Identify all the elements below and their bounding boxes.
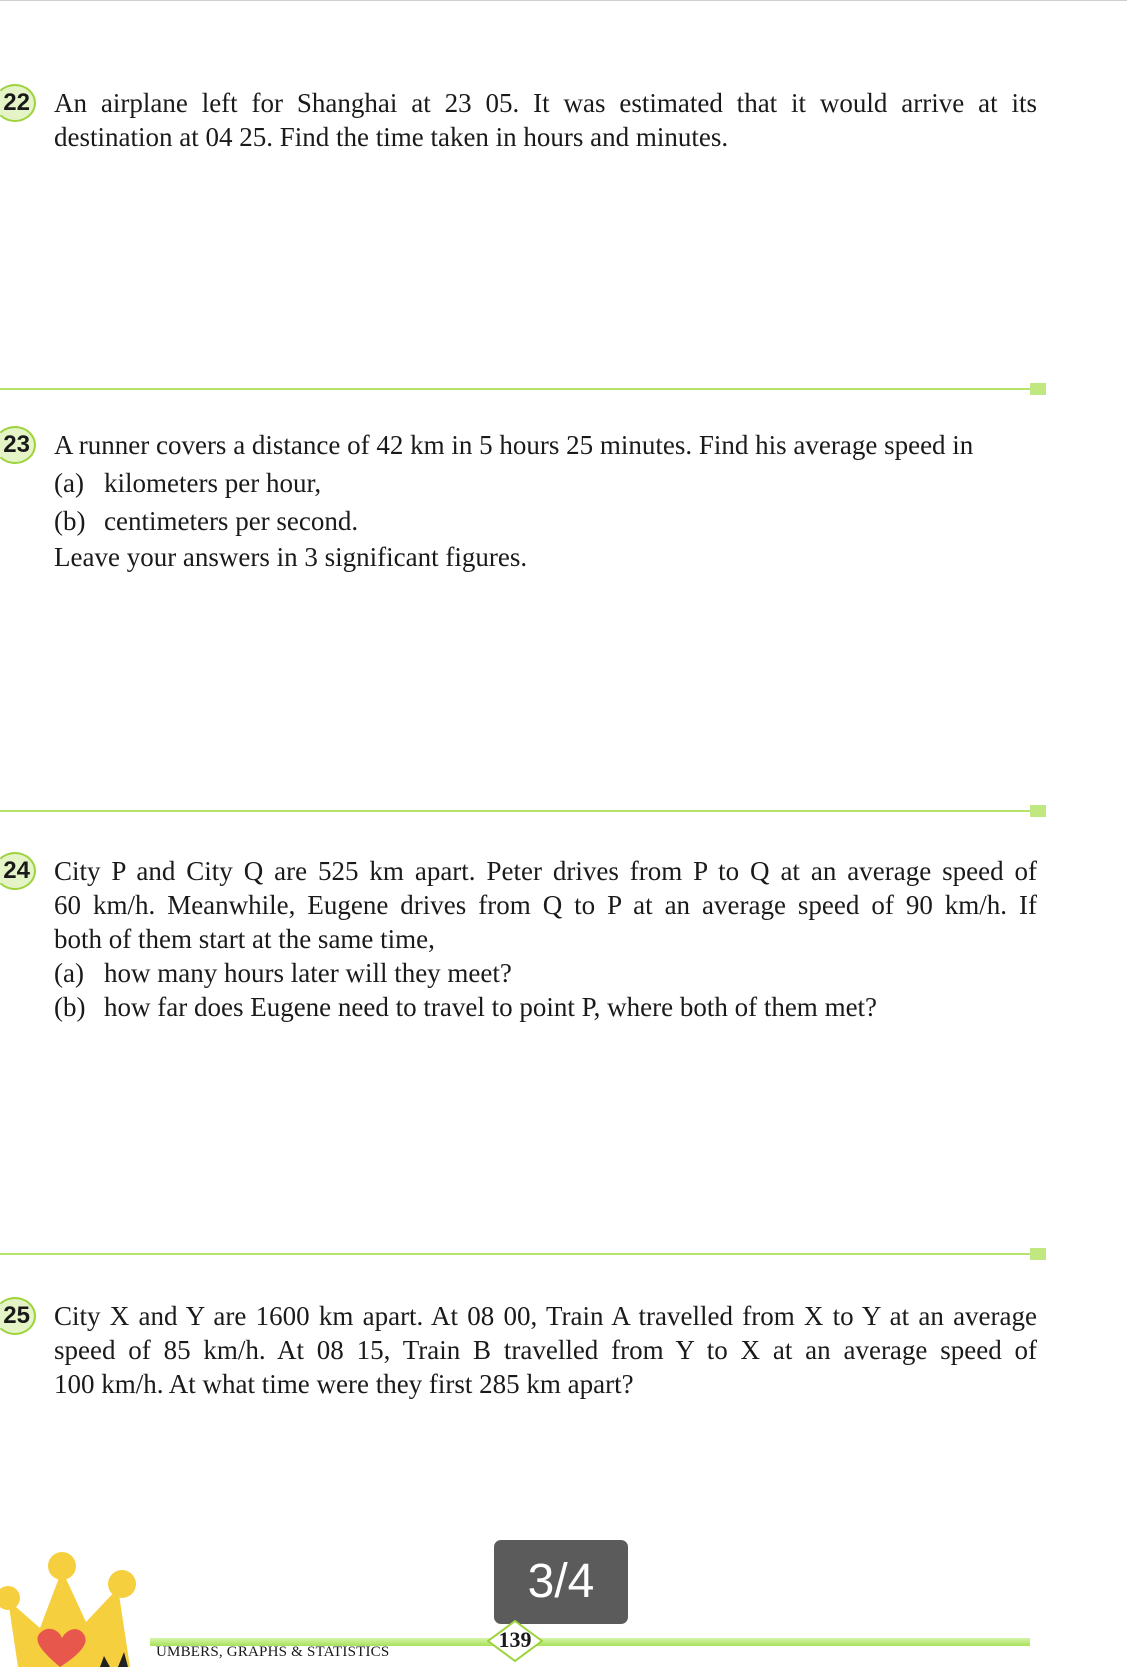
page-number: 139 [498, 1627, 532, 1652]
question-text [54, 1299, 1037, 1401]
question-number-badge: 24 [0, 852, 36, 890]
question-number-badge: 23 [0, 426, 36, 464]
part-text: how many hours later will they meet? [104, 958, 512, 988]
question-line: City X and Y are 1600 km apart. At 08 00, Train A travelled from X to Y at an average [54, 1301, 1037, 1331]
question-part-a [54, 464, 1037, 502]
part-text: kilometers per hour, [104, 468, 322, 498]
question-line: speed of 85 km/h. At 08 15, Train B travelled from Y to X at an average speed of [54, 1335, 1037, 1365]
part-text: centimeters per second. [104, 506, 359, 536]
footer-section-label: UMBERS, GRAPHS & STATISTICS [156, 1644, 390, 1660]
question-line: A runner covers a distance of 42 km in 5 hours 25 minutes. Find his average speed in [54, 430, 974, 460]
question-line: City P and City Q are 525 km apart. Peter drives from P to Q at an average speed of [54, 856, 1037, 886]
question-line: 100 km/h. At what time were they first 285 km apart? [54, 1369, 634, 1399]
question-line: An airplane left for Shanghai at 23 05. It was estimated that it would arrive at its [54, 88, 1037, 118]
question-text [54, 428, 1037, 574]
question-part-b [54, 990, 1037, 1024]
part-label: (a) [54, 468, 84, 498]
question-line: 60 km/h. Meanwhile, Eugene drives from Q to P at an average speed of 90 km/h. If [54, 890, 1037, 920]
question-number-badge: 22 [0, 84, 36, 122]
question-text [54, 86, 1037, 154]
question-part-b [54, 502, 1037, 540]
part-label: (a) [54, 958, 84, 988]
answer-space-divider [0, 388, 1030, 390]
part-text: how far does Eugene need to travel to point P, where both of them met? [104, 992, 878, 1022]
part-label: (b) [54, 992, 86, 1022]
answer-space-divider [0, 810, 1030, 812]
question-text [54, 854, 1037, 1024]
question-line: both of them start at the same time, [54, 924, 435, 954]
question-part-a [54, 956, 1037, 990]
page-indicator: 3/4 [494, 1540, 628, 1624]
part-label: (b) [54, 506, 86, 536]
divider-end-marker [1030, 1248, 1046, 1260]
top-edge-rule [0, 0, 1127, 1]
answer-space-divider [0, 1253, 1030, 1255]
crown-sticker-icon [0, 1540, 160, 1667]
question-number-badge: 25 [0, 1297, 36, 1335]
divider-end-marker [1030, 805, 1046, 817]
question-line: destination at 04 25. Find the time taken in hours and minutes. [54, 122, 729, 152]
divider-end-marker [1030, 383, 1046, 395]
question-instruction: Leave your answers in 3 significant figures. [54, 542, 528, 572]
